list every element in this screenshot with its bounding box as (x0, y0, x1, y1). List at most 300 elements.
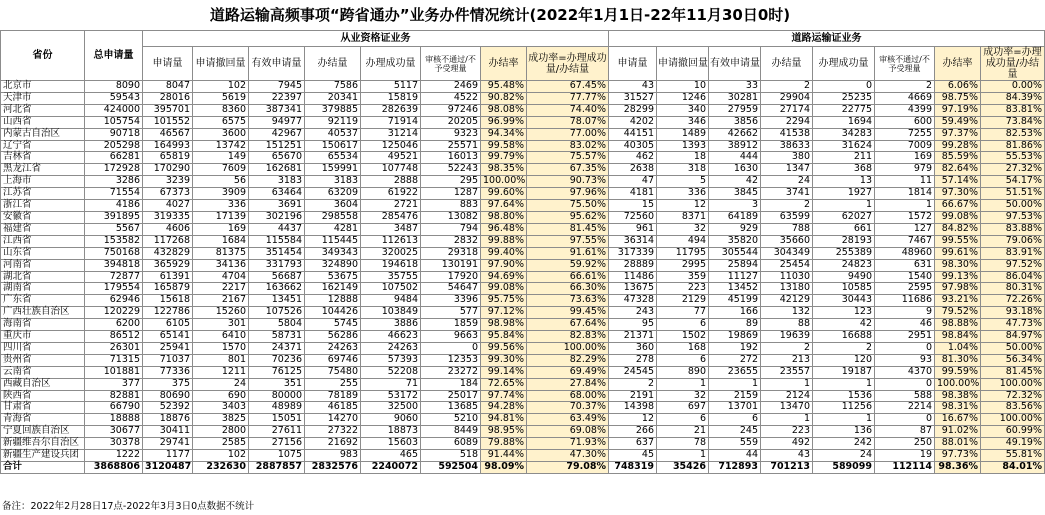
value-cell: 351 (249, 378, 305, 390)
value-cell: 97.73% (935, 450, 981, 462)
value-cell: 588 (875, 390, 935, 402)
value-cell: 81.30% (935, 354, 981, 366)
value-cell: 105754 (85, 116, 143, 128)
value-cell: 592504 (421, 462, 481, 474)
value-cell: 2595 (875, 283, 935, 295)
value-cell: 22397 (249, 92, 305, 104)
value-cell: 788 (761, 223, 813, 235)
value-cell: 22775 (813, 104, 875, 116)
value-cell: 96.99% (481, 116, 527, 128)
value-cell: 2887857 (249, 462, 305, 474)
value-cell: 99.55% (935, 235, 981, 247)
value-cell: 123 (813, 307, 875, 319)
value-cell: 91.61% (527, 247, 609, 259)
value-cell: 2 (609, 378, 657, 390)
value-cell: 12888 (305, 295, 361, 307)
province-cell: 吉林省 (1, 152, 85, 164)
value-cell: 890 (657, 366, 709, 378)
value-cell: 1 (657, 450, 709, 462)
province-cell: 安徽省 (1, 211, 85, 223)
value-cell: 2159 (709, 390, 761, 402)
value-cell: 5567 (85, 223, 143, 235)
value-cell: 13180 (761, 283, 813, 295)
value-cell: 69.08% (527, 426, 609, 438)
value-cell: 35660 (761, 235, 813, 247)
value-cell: 394818 (85, 259, 143, 271)
value-cell: 29741 (143, 438, 193, 450)
value-cell: 103849 (361, 307, 421, 319)
value-cell: 46185 (305, 402, 361, 414)
value-cell: 99.13% (935, 271, 981, 283)
value-cell: 86512 (85, 331, 143, 343)
value-cell: 80000 (249, 390, 305, 402)
value-cell: 18876 (143, 414, 193, 426)
value-cell: 7609 (193, 164, 249, 176)
value-cell: 76125 (249, 366, 305, 378)
value-cell: 100.00% (527, 342, 609, 354)
value-cell: 298558 (305, 211, 361, 223)
province-cell: 西藏自治区 (1, 378, 85, 390)
value-cell: 9323 (421, 128, 481, 140)
value-cell: 387341 (249, 104, 305, 116)
value-cell: 72.65% (481, 378, 527, 390)
value-cell: 31624 (813, 140, 875, 152)
value-cell: 4399 (875, 104, 935, 116)
value-cell: 750168 (85, 247, 143, 259)
value-cell: 101881 (85, 366, 143, 378)
table-header (1, 31, 1045, 81)
value-cell: 19187 (813, 366, 875, 378)
value-cell: 67.45% (527, 81, 609, 93)
value-cell: 150617 (305, 140, 361, 152)
value-cell: 84.82% (935, 223, 981, 235)
table-row (1, 223, 1045, 235)
table-row (1, 200, 1045, 212)
value-cell: 2721 (361, 200, 421, 212)
value-cell: 34283 (813, 128, 875, 140)
value-cell: 8090 (85, 81, 143, 93)
value-cell: 98.80% (481, 211, 527, 223)
value-cell: 94.28% (481, 402, 527, 414)
value-cell: 81375 (193, 247, 249, 259)
value-cell: 28299 (609, 104, 657, 116)
value-cell: 122786 (143, 307, 193, 319)
value-cell: 24 (813, 450, 875, 462)
value-cell: 97.12% (481, 307, 527, 319)
value-cell: 794 (421, 223, 481, 235)
value-cell: 30677 (85, 426, 143, 438)
value-cell: 7255 (875, 128, 935, 140)
value-cell: 43 (609, 81, 657, 93)
header-col: 审核不通过/不予受理量 (421, 47, 481, 81)
table-row (1, 247, 1045, 259)
value-cell: 7009 (875, 140, 935, 152)
value-cell: 748319 (609, 462, 657, 474)
value-cell: 0 (875, 414, 935, 426)
value-cell: 8360 (193, 104, 249, 116)
value-cell: 72.32% (981, 390, 1045, 402)
value-cell: 184 (421, 378, 481, 390)
value-cell: 73.84% (981, 116, 1045, 128)
value-cell: 3600 (193, 128, 249, 140)
table-row (1, 450, 1045, 462)
value-cell: 136 (813, 426, 875, 438)
province-cell: 合计 (1, 462, 85, 474)
value-cell: 27.84% (527, 378, 609, 390)
value-cell: 98.38% (935, 390, 981, 402)
value-cell: 107502 (361, 283, 421, 295)
table-row (1, 283, 1045, 295)
value-cell: 10 (657, 81, 709, 93)
value-cell: 97.74% (481, 390, 527, 402)
value-cell: 88 (761, 319, 813, 331)
header-col: 成功率=办理成功量/办结量 (981, 47, 1045, 81)
value-cell: 30378 (85, 438, 143, 450)
value-cell: 99.30% (481, 354, 527, 366)
province-cell: 上海市 (1, 176, 85, 188)
value-cell: 6200 (85, 319, 143, 331)
value-cell: 2240072 (361, 462, 421, 474)
value-cell: 30411 (143, 426, 193, 438)
value-cell: 56687 (249, 271, 305, 283)
value-cell: 66790 (85, 402, 143, 414)
value-cell: 4606 (143, 223, 193, 235)
value-cell: 61922 (361, 188, 421, 200)
value-cell: 159991 (305, 164, 361, 176)
value-cell: 43 (761, 450, 813, 462)
value-cell: 83.91% (981, 247, 1045, 259)
value-cell: 2 (761, 200, 813, 212)
value-cell: 169 (193, 223, 249, 235)
value-cell: 31527 (609, 92, 657, 104)
value-cell: 169 (875, 152, 935, 164)
value-cell: 77 (657, 307, 709, 319)
value-cell: 99.59% (935, 366, 981, 378)
header-col: 办结量 (761, 47, 813, 81)
value-cell: 83.88% (981, 223, 1045, 235)
value-cell: 8449 (421, 426, 481, 438)
value-cell: 1927 (813, 188, 875, 200)
value-cell: 336 (193, 200, 249, 212)
value-cell: 59.49% (935, 116, 981, 128)
value-cell: 99.45% (527, 307, 609, 319)
value-cell: 44151 (609, 128, 657, 140)
value-cell: 94.69% (481, 271, 527, 283)
value-cell: 6 (709, 414, 761, 426)
value-cell: 285476 (361, 211, 421, 223)
value-cell: 24371 (249, 342, 305, 354)
value-cell: 93 (875, 354, 935, 366)
value-cell: 11486 (609, 271, 657, 283)
province-cell: 新疆维吾尔自治区 (1, 438, 85, 450)
value-cell: 61391 (143, 271, 193, 283)
value-cell: 79.08% (527, 462, 609, 474)
table-row (1, 307, 1045, 319)
value-cell: 75.50% (527, 200, 609, 212)
value-cell: 65670 (249, 152, 305, 164)
value-cell: 1570 (193, 342, 249, 354)
value-cell: 78189 (305, 390, 361, 402)
value-cell: 115445 (305, 235, 361, 247)
value-cell: 2800 (193, 426, 249, 438)
value-cell: 57.14% (935, 176, 981, 188)
value-cell: 2 (761, 342, 813, 354)
value-cell: 2294 (761, 116, 813, 128)
value-cell: 8047 (143, 81, 193, 93)
table-row (1, 331, 1045, 343)
value-cell: 98.88% (935, 319, 981, 331)
value-cell: 53172 (361, 390, 421, 402)
value-cell: 359 (657, 271, 709, 283)
value-cell: 9484 (361, 295, 421, 307)
value-cell: 331793 (249, 259, 305, 271)
value-cell: 97.96% (527, 188, 609, 200)
value-cell: 99.40% (481, 247, 527, 259)
value-cell: 1211 (193, 366, 249, 378)
table-row (1, 116, 1045, 128)
value-cell: 82.29% (527, 354, 609, 366)
value-cell: 368 (813, 164, 875, 176)
value-cell: 6575 (193, 116, 249, 128)
value-cell: 5117 (361, 81, 421, 93)
value-cell: 71914 (361, 116, 421, 128)
value-cell: 120229 (85, 307, 143, 319)
value-cell: 74.40% (527, 104, 609, 116)
value-cell: 961 (609, 223, 657, 235)
value-cell: 16.67% (935, 414, 981, 426)
value-cell: 77.77% (527, 92, 609, 104)
value-cell: 172928 (85, 164, 143, 176)
value-cell: 19869 (709, 331, 761, 343)
table-row (1, 402, 1045, 414)
value-cell: 25941 (143, 342, 193, 354)
value-cell: 132 (761, 307, 813, 319)
value-cell: 492 (761, 438, 813, 450)
value-cell: 295 (421, 176, 481, 188)
value-cell: 12353 (421, 354, 481, 366)
value-cell: 97.64% (481, 200, 527, 212)
header-col: 成功率=办理成功量/办结量 (527, 47, 609, 81)
value-cell: 6.06% (935, 81, 981, 93)
province-cell: 浙江省 (1, 200, 85, 212)
value-cell: 2888 (361, 176, 421, 188)
header-col: 办理成功量 (361, 47, 421, 81)
value-cell: 1 (813, 378, 875, 390)
value-cell: 351454 (249, 247, 305, 259)
value-cell: 194618 (361, 259, 421, 271)
table-row (1, 140, 1045, 152)
value-cell: 42 (709, 176, 761, 188)
value-cell: 78 (657, 438, 709, 450)
value-cell: 2214 (875, 402, 935, 414)
province-cell: 云南省 (1, 366, 85, 378)
value-cell: 518 (421, 450, 481, 462)
table-body (1, 81, 1045, 474)
header-province: 省份 (1, 31, 85, 81)
value-cell: 2585 (193, 438, 249, 450)
value-cell: 30281 (709, 92, 761, 104)
value-cell: 5 (657, 176, 709, 188)
header-col: 申请撤回量 (193, 47, 249, 81)
value-cell: 69746 (305, 354, 361, 366)
value-cell: 68.00% (527, 390, 609, 402)
value-cell: 82.64% (935, 164, 981, 176)
value-cell: 94977 (249, 116, 305, 128)
value-cell: 98.95% (481, 426, 527, 438)
value-cell: 80690 (143, 390, 193, 402)
header-group-qualification: 从业资格证业务 (143, 31, 609, 47)
value-cell: 462 (609, 152, 657, 164)
value-cell: 250 (875, 438, 935, 450)
value-cell: 365929 (143, 259, 193, 271)
header-col: 办结量 (305, 47, 361, 81)
value-cell: 3691 (249, 200, 305, 212)
header-col: 申请量 (609, 47, 657, 81)
value-cell: 65534 (305, 152, 361, 164)
value-cell: 24 (761, 176, 813, 188)
value-cell: 3856 (709, 116, 761, 128)
value-cell: 47.73% (981, 319, 1045, 331)
value-cell: 62027 (813, 211, 875, 223)
value-cell: 25454 (761, 259, 813, 271)
value-cell: 82.53% (981, 128, 1045, 140)
value-cell: 98.75% (935, 92, 981, 104)
value-cell: 395701 (143, 104, 193, 116)
value-cell: 66.30% (527, 283, 609, 295)
value-cell: 31214 (361, 128, 421, 140)
value-cell: 631 (875, 259, 935, 271)
value-cell: 377 (85, 378, 143, 390)
value-cell: 13451 (249, 295, 305, 307)
value-cell: 19 (875, 450, 935, 462)
value-cell: 1694 (813, 116, 875, 128)
value-cell: 697 (657, 402, 709, 414)
value-cell: 46 (875, 319, 935, 331)
value-cell: 100.00% (935, 378, 981, 390)
value-cell: 49.19% (981, 438, 1045, 450)
value-cell: 319335 (143, 211, 193, 223)
value-cell: 5745 (305, 319, 361, 331)
value-cell: 71 (361, 378, 421, 390)
value-cell: 15051 (249, 414, 305, 426)
value-cell: 432829 (143, 247, 193, 259)
value-cell: 13742 (193, 140, 249, 152)
value-cell: 84.97% (981, 331, 1045, 343)
value-cell: 98.36% (935, 462, 981, 474)
value-cell: 637 (609, 438, 657, 450)
value-cell: 3825 (193, 414, 249, 426)
value-cell: 205298 (85, 140, 143, 152)
value-cell: 72877 (85, 271, 143, 283)
value-cell: 1347 (761, 164, 813, 176)
value-cell: 90718 (85, 128, 143, 140)
value-cell: 27959 (709, 104, 761, 116)
value-cell: 94.34% (481, 128, 527, 140)
value-cell: 63464 (249, 188, 305, 200)
value-cell: 1393 (657, 140, 709, 152)
value-cell: 29318 (421, 247, 481, 259)
value-cell: 11256 (813, 402, 875, 414)
province-cell: 湖北省 (1, 271, 85, 283)
value-cell: 7467 (875, 235, 935, 247)
value-cell: 192 (709, 342, 761, 354)
value-cell: 59.92% (527, 259, 609, 271)
value-cell: 318 (657, 164, 709, 176)
value-cell: 28889 (609, 259, 657, 271)
value-cell: 93.21% (935, 295, 981, 307)
province-cell: 河北省 (1, 104, 85, 116)
value-cell: 245 (709, 426, 761, 438)
value-cell: 4186 (85, 200, 143, 212)
value-cell: 1536 (813, 390, 875, 402)
value-cell: 32500 (361, 402, 421, 414)
province-cell: 山西省 (1, 116, 85, 128)
value-cell: 444 (709, 152, 761, 164)
value-cell: 65819 (143, 152, 193, 164)
value-cell: 54.17% (981, 176, 1045, 188)
value-cell: 166 (709, 307, 761, 319)
value-cell: 56286 (305, 331, 361, 343)
value-cell: 17139 (193, 211, 249, 223)
value-cell: 72.26% (981, 295, 1045, 307)
province-cell: 宁夏回族自治区 (1, 426, 85, 438)
value-cell: 1 (657, 378, 709, 390)
value-cell: 14398 (609, 402, 657, 414)
table-row (1, 128, 1045, 140)
value-cell: 29904 (761, 92, 813, 104)
value-cell: 3396 (421, 295, 481, 307)
value-cell: 70.37% (527, 402, 609, 414)
value-cell: 163662 (249, 283, 305, 295)
value-cell: 9 (875, 307, 935, 319)
value-cell: 95.62% (527, 211, 609, 223)
value-cell: 0 (875, 342, 935, 354)
value-cell: 23557 (761, 366, 813, 378)
value-cell: 0 (875, 378, 935, 390)
value-cell: 600 (875, 116, 935, 128)
value-cell: 63.49% (527, 414, 609, 426)
value-cell: 95.84% (481, 331, 527, 343)
value-cell: 89 (709, 319, 761, 331)
value-cell: 70236 (249, 354, 305, 366)
value-cell: 57393 (361, 354, 421, 366)
value-cell: 349343 (305, 247, 361, 259)
value-cell: 27174 (761, 104, 813, 116)
value-cell: 20341 (305, 92, 361, 104)
value-cell: 14270 (305, 414, 361, 426)
value-cell: 4202 (609, 116, 657, 128)
value-cell: 75.57% (527, 152, 609, 164)
value-cell: 661 (813, 223, 875, 235)
value-cell: 71037 (143, 354, 193, 366)
value-cell: 62946 (85, 295, 143, 307)
table-row (1, 104, 1045, 116)
header-col: 办理成功量 (813, 47, 875, 81)
table-row (1, 176, 1045, 188)
value-cell: 179554 (85, 283, 143, 295)
value-cell: 24263 (305, 342, 361, 354)
province-cell: 贵州省 (1, 354, 85, 366)
province-cell: 四川省 (1, 342, 85, 354)
value-cell: 38633 (761, 140, 813, 152)
value-cell: 97.37% (935, 128, 981, 140)
header-col: 有效申请量 (709, 47, 761, 81)
value-cell: 63209 (305, 188, 361, 200)
value-cell: 3120487 (143, 462, 193, 474)
table-row (1, 188, 1045, 200)
value-cell: 272 (709, 354, 761, 366)
value-cell: 45199 (709, 295, 761, 307)
